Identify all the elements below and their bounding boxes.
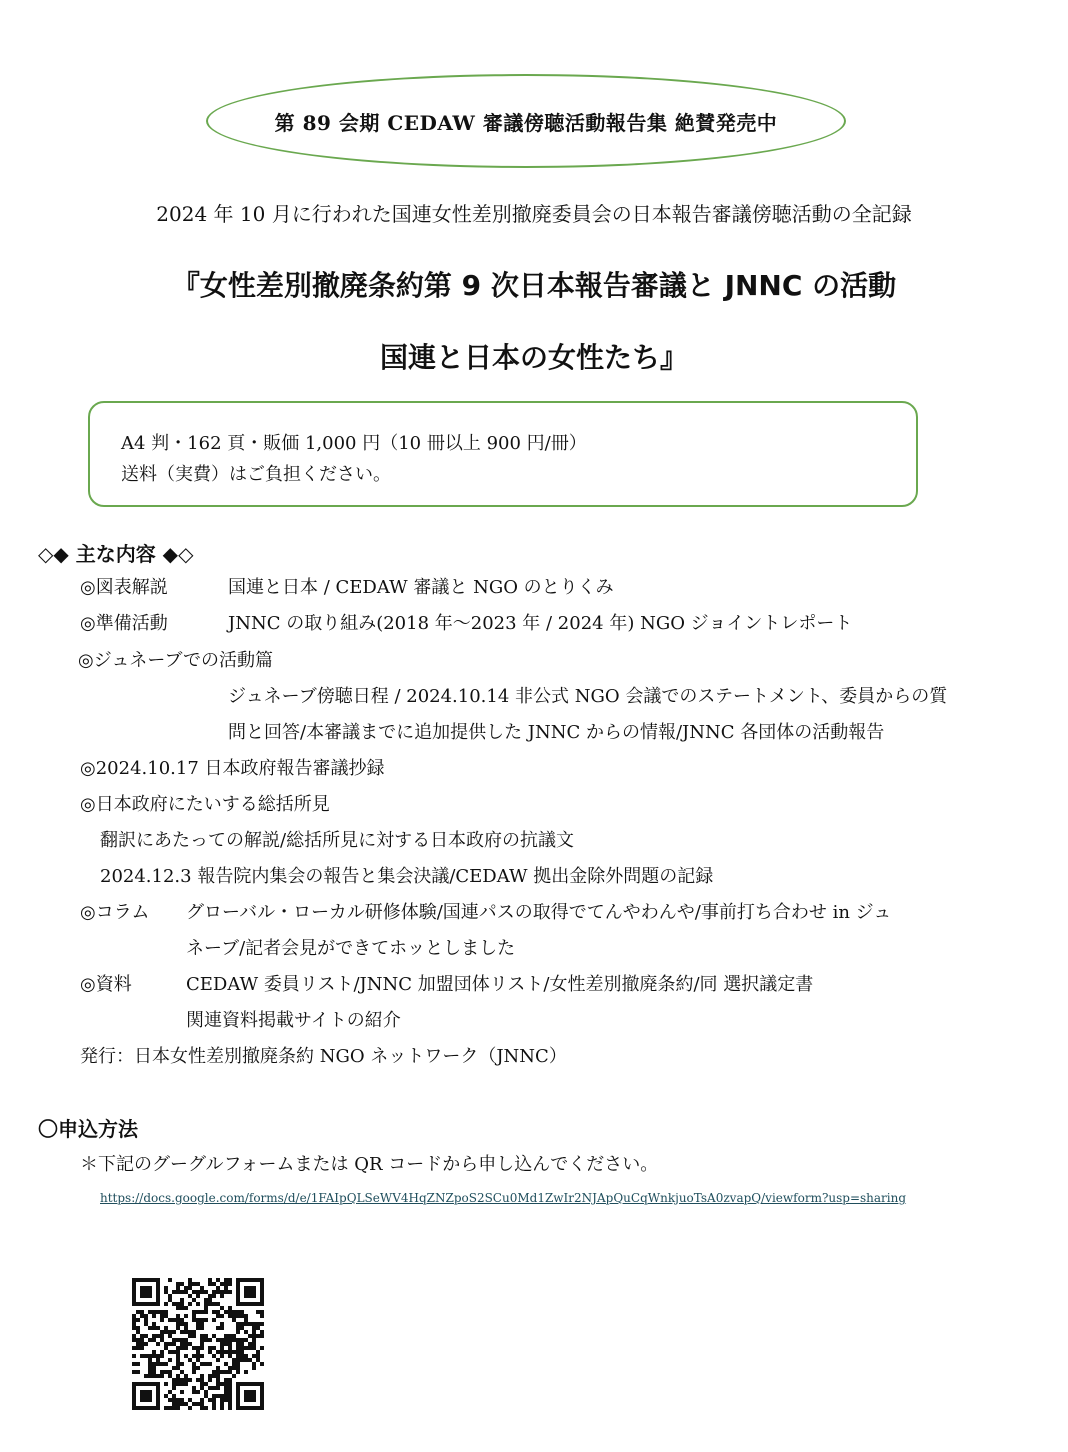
contents-heading: ◇◆ 主な内容 ◆◇: [38, 542, 194, 566]
spec-line-shipping: 送料（実費）はご負担ください。: [121, 464, 391, 485]
content-text-figures: 国連と日本 / CEDAW 審議と NGO のとりくみ: [228, 577, 614, 598]
sale-banner: [206, 74, 846, 168]
content-label-materials: ◎資料: [80, 974, 132, 995]
book-title-line1: 『女性差別撤廃条約第 9 次日本報告審議と JNNC の活動: [171, 269, 897, 302]
content-text-prep: JNNC の取り組み(2018 年～2023 年 / 2024 年) NGO ジョイントレポート: [228, 613, 853, 634]
content-label-observations: ◎日本政府にたいする総括所見: [80, 794, 330, 815]
content-label-review: ◎2024.10.17 日本政府報告審議抄録: [80, 758, 385, 779]
apply-heading: 〇申込方法: [38, 1117, 138, 1141]
qr-code-icon[interactable]: [132, 1278, 264, 1410]
book-title-line2: 国連と日本の女性たち』: [379, 341, 688, 374]
content-text-column-2: ネーブ/記者会見ができてホッとしました: [186, 938, 516, 959]
content-text-geneva-2: 問と回答/本審議までに追加提供した JNNC からの情報/JNNC 各団体の活動報告: [228, 722, 885, 743]
apply-note: ＊下記のグーグルフォームまたは QR コードから申し込んでください。: [80, 1154, 659, 1175]
content-text-column-1: グローバル・ローカル研修体験/国連パスの取得でてんやわんや/事前打ち合わせ in ジュ: [186, 902, 892, 923]
google-form-link[interactable]: https://docs.google.com/forms/d/e/1FAIpQLSeWV4HqZNZpoS2SCu0Md1ZwIr2NJApQuCqWnkjuoTsA0zvapQ/viewform?usp=sharing: [100, 1191, 907, 1205]
content-text-materials-2: 関連資料掲載サイトの紹介: [186, 1010, 401, 1031]
sale-banner-text: 第 89 会期 CEDAW 審議傍聴活動報告集 絶賛発売中: [274, 110, 778, 135]
content-label-prep: ◎準備活動: [80, 613, 168, 634]
content-label-column: ◎コラム: [80, 902, 150, 923]
subtitle: 2024 年 10 月に行われた国連女性差別撤廃委員会の日本報告審議傍聴活動の全記録: [156, 202, 912, 226]
spec-box: [88, 401, 918, 507]
publisher: 発行：日本女性差別撤廃条約 NGO ネットワーク（JNNC）: [80, 1046, 567, 1067]
content-text-observations-2: 2024.12.3 報告院内集会の報告と集会決議/CEDAW 拠出金除外問題の記録: [100, 866, 714, 887]
content-text-materials-1: CEDAW 委員リスト/JNNC 加盟団体リスト/女性差別撤廃条約/同 選択議定書: [186, 974, 814, 995]
content-label-figures: ◎図表解説: [80, 577, 168, 598]
spec-line-price: A4 判・162 頁・販価 1,000 円（10 冊以上 900 円/冊）: [121, 433, 587, 454]
content-label-geneva: ◎ジュネーブでの活動篇: [78, 650, 273, 671]
content-text-geneva-1: ジュネーブ傍聴日程 / 2024.10.14 非公式 NGO 会議でのステートメント、委員からの質: [228, 686, 948, 707]
content-text-observations-1: 翻訳にあたっての解説/総括所見に対する日本政府の抗議文: [100, 830, 575, 851]
